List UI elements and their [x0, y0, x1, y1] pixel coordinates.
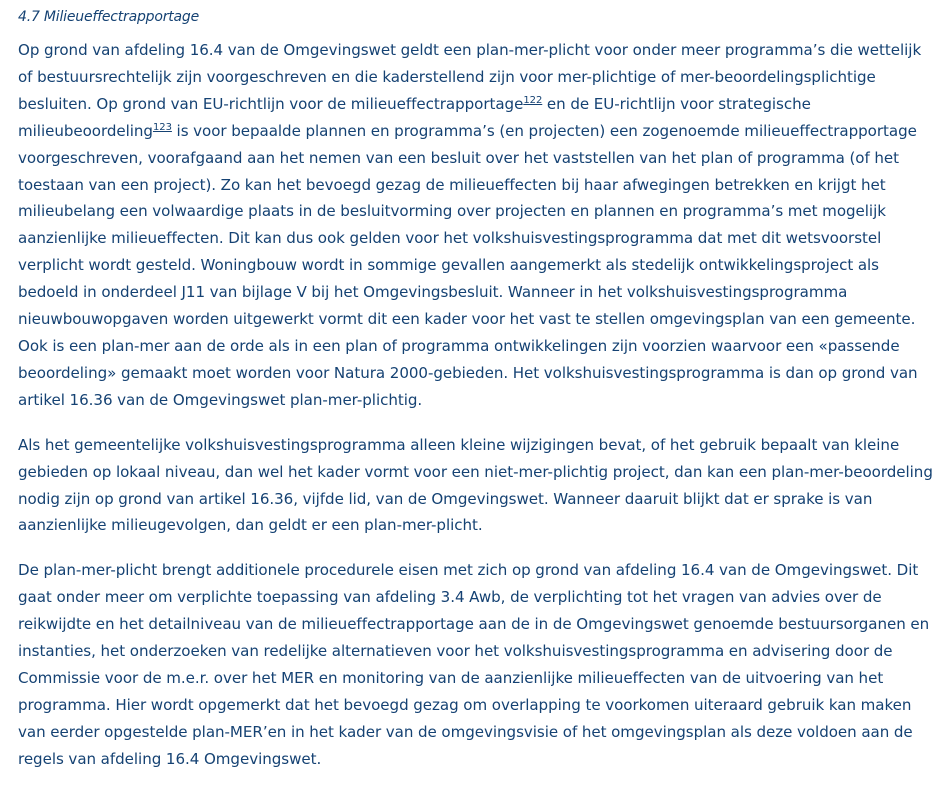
paragraph-milieueffectrapportage-3: [18, 557, 933, 772]
p1-line: en de EU-richtlijn voor strategische: [542, 94, 811, 113]
p3-line: gaat onder meer om verplichte toepassing van afdeling 3.4 Awb, de verplichting tot het vragen van advies over de: [18, 588, 882, 607]
paragraph-milieueffectrapportage-2: [18, 432, 933, 540]
p1-line: voorgeschreven, voorafgaand aan het nemen van een besluit over het vaststellen van het plan of programma (of het: [18, 148, 900, 167]
p3-line: reikwijdte en het detailniveau van de milieueffectrapportage aan de in de Omgevingswet genoemde bestuursorganen en: [18, 615, 930, 634]
p1-line: Ook is een plan-mer aan de orde als in een plan of programma ontwikkelingen zijn voorzien waarvoor een «passende: [18, 336, 900, 355]
p1-line: is voor bepaalde plannen en programma’s (en projecten) een zogenoemde milieueffectrapportage: [171, 121, 917, 140]
p1-line: beoordeling» gemaakt moet worden voor Natura 2000-gebieden. Het volkshuisvestingsprogramma is dan op grond van: [18, 363, 918, 382]
p1-line: besluiten. Op grond van EU-richtlijn voor de milieueffectrapportage: [18, 94, 524, 113]
p1-line: of bestuursrechtelijk zijn voorgeschreven en die kaderstellend zijn voor mer-plichtige of mer-beoordelingsplichtige: [18, 67, 876, 86]
p1-line: toestaan van een project). Zo kan het bevoegd gezag de milieueffecten bij haar afwegingen betrekken en krijgt het: [18, 175, 886, 194]
p1-line: artikel 16.36 van de Omgevingswet plan-mer-plichtig.: [18, 390, 423, 409]
paragraph-spacer: [18, 539, 933, 557]
p1-line: bedoeld in onderdeel J11 van bijlage V bij het Omgevingsbesluit. Wanneer in het volkshuisvestingsprogramma: [18, 283, 848, 302]
p1-line: Op grond van afdeling 16.4 van de Omgevingswet geldt een plan-mer-plicht voor onder meer programma’s die wettelijk: [18, 41, 922, 59]
p3-line: regels van afdeling 16.4 Omgevingswet.: [18, 749, 322, 768]
p2-line: aanzienlijke milieugevolgen, dan geldt er een plan-mer-plicht.: [18, 516, 483, 535]
p1-line: aanzienlijke milieueffecten. Dit kan dus ook gelden voor het volkshuisvestingsprogramma dat met dit wetsvoorstel: [18, 229, 882, 248]
footnote-link-123[interactable]: 123: [152, 121, 172, 133]
p3-line: programma. Hier wordt opgemerkt dat het bevoegd gezag om overlapping te voorkomen uiteraard gebruik kan maken: [18, 695, 912, 714]
p2-line: gebieden op lokaal niveau, dan wel het kader vormt voor een niet-mer-plichtig project, dan kan een plan-mer-beoordeling: [18, 462, 933, 481]
p2-line: Als het gemeentelijke volkshuisvestingsprogramma alleen kleine wijzigingen bevat, of het gebruik bepaalt van kleine: [18, 435, 900, 454]
p3-line: van eerder opgestelde plan-MER’en in het kader van de omgevingsvisie of het omgevingsplan als deze voldoen aan de: [18, 722, 913, 741]
p3-line: De plan-mer-plicht brengt additionele procedurele eisen met zich op grond van afdeling 16.4 van de Omgevingswet. Dit: [18, 561, 919, 580]
p3-line: instanties, het onderzoeken van redelijke alternatieven voor het volkshuisvestingsprogramma en advisering door de: [18, 642, 893, 661]
paragraph-spacer: [18, 414, 933, 432]
p3-line: Commissie voor de m.e.r. over het MER en monitoring van de aanzienlijke milieueffecten van de uitvoering van het: [18, 668, 884, 687]
footnote-link-122[interactable]: 122: [523, 94, 543, 106]
p1-line: verplicht wordt gesteld. Woningbouw wordt in sommige gevallen aangemerkt als stedelijk ontwikkelingsproject als: [18, 256, 879, 275]
p1-line: nieuwbouwopgaven worden uitgewerkt vormt dit een kader voor het vast te stellen omgevingsplan van een gemeente.: [18, 310, 916, 329]
p1-line: milieubelang een volwaardige plaats in de besluitvorming over projecten en plannen en programma’s met mogelijk: [18, 202, 886, 221]
section-heading: 4.7 Milieueffectrapportage: [18, 9, 200, 25]
p1-line: milieubeoordeling: [18, 121, 153, 140]
paragraph-milieueffectrapportage-1: [18, 37, 933, 414]
p2-line: nodig zijn op grond van artikel 16.36, vijfde lid, van de Omgevingswet. Wanneer daaruit blijkt dat er sprake is van: [18, 489, 873, 508]
